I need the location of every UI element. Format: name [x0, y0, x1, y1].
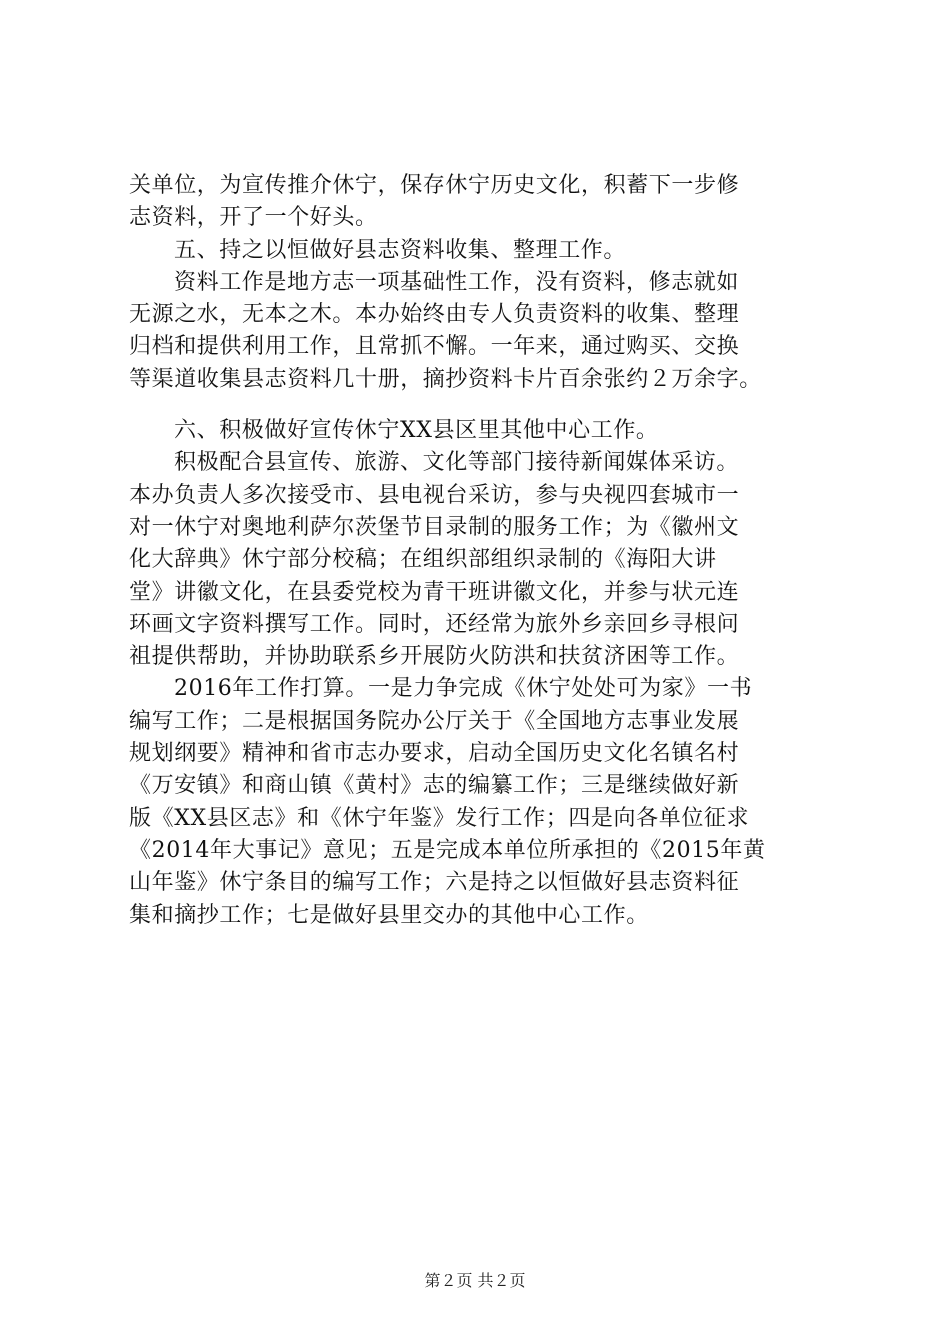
text-line: 版《XX县区志》和《休宁年鉴》发行工作；四是向各单位征求 [129, 805, 750, 831]
text-line: 山年鉴》休宁条目的编写工作；六是持之以恒做好县志资料征 [129, 870, 740, 896]
text-line: 归档和提供利用工作，且常抓不懈。一年来，通过购买、交换 [129, 334, 740, 360]
text-line: 本办负责人多次接受市、县电视台采访，参与央视四套城市一 [129, 482, 740, 508]
text-line: 编写工作；二是根据国务院办公厅关于《全国地方志事业发展 [129, 708, 740, 734]
text-line: 关单位，为宣传推介休宁，保存休宁历史文化，积蓄下一步修 [129, 173, 740, 198]
section-heading-5: 五、持之以恒做好县志资料收集、整理工作。 [174, 237, 627, 263]
text-line: 志资料，开了一个好头。 [129, 205, 378, 231]
text-line: 祖提供帮助，并协助联系乡开展防火防洪和扶贫济困等工作。 [129, 644, 740, 670]
text-line: 积极配合县宣传、旅游、文化等部门接待新闻媒体采访。 [174, 450, 740, 476]
text-line: 《2014年大事记》意见；五是完成本单位所承担的《2015年黄 [129, 837, 766, 863]
text-line: 化大辞典》休宁部分校稿；在组织部组织录制的《海阳大讲 [129, 547, 717, 573]
text-line: 2016年工作打算。一是力争完成《休宁处处可为家》一书 [174, 676, 753, 702]
document-body [129, 170, 829, 932]
text-line: 集和摘抄工作；七是做好县里交办的其他中心工作。 [129, 902, 649, 928]
text-line: 规划纲要》精神和省市志办要求，启动全国历史文化名镇名村 [129, 741, 740, 767]
page-number-footer: 第２页 共２页 [424, 1271, 526, 1290]
text-line: 资料工作是地方志一项基础性工作，没有资料，修志就如 [174, 269, 740, 295]
text-line: 环画文字资料撰写工作。同时，还经常为旅外乡亲回乡寻根问 [129, 611, 740, 637]
section-heading-6: 六、积极做好宣传休宁XX县区里其他中心工作。 [174, 418, 659, 444]
text-line: 堂》讲徽文化，在县委党校为青干班讲徽文化，并参与状元连 [129, 579, 740, 605]
text-line: 对一休宁对奥地利萨尔茨堡节目录制的服务工作；为《徽州文 [129, 514, 740, 540]
text-line: 等渠道收集县志资料几十册，摘抄资料卡片百余张约２万余字。 [129, 366, 762, 392]
text-line: 无源之水，无本之木。本办始终由专人负责资料的收集、整理 [129, 302, 740, 328]
text-line: 《万安镇》和商山镇《黄村》志的编纂工作；三是继续做好新 [129, 773, 740, 799]
